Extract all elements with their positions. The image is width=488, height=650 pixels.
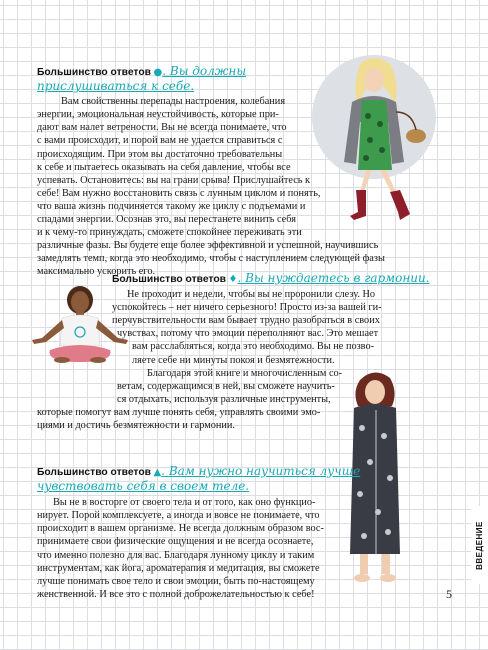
section-subtitle-line2: прислушиваться к себе. bbox=[37, 79, 195, 94]
section-heading: Большинство ответов bbox=[37, 467, 151, 478]
section-dots-header bbox=[37, 65, 385, 79]
section-subtitle: . Вы нуждаетесь в гармонии. bbox=[237, 271, 430, 285]
chapter-side-tab bbox=[471, 506, 488, 584]
section-triangle bbox=[37, 465, 360, 601]
section-dots-body: Вам свойственны перепады настроения, колебания энергии, эмоциональная неустойчивость, которые при- дают вам налет ветрености. Вы не всегда понимаете, что с вами происходит, и порой вам не удается справиться с происходящим. При этом вы достаточно требовательны к себе и пытаетесь оказывать на себя давление, чтобы все успевать. Остановитесь: вы на грани срыва! Прислушайтесь к себе! Вам нужно восстановить связь с лунным циклом и понять, что ваша жизнь подчиняется такому же циклу с подъемами и спадами энергии. Осознав это, вы перестанете винить себя и к чему-то принуждать, сможете спокойнее переживать эти различные фазы. Вы будете еще более эффективной и успешной, научившись замедлять темп, когда это необходимо, чтобы с наступлением следующей фазы максимально ускорить его. bbox=[37, 96, 385, 278]
circle-symbol: ● bbox=[153, 67, 163, 78]
triangle-symbol: ▲ bbox=[153, 467, 162, 478]
section-heading: Большинство ответов bbox=[37, 67, 151, 78]
section-triangle-body: Вы не в восторге от своего тела и от того, как оно функцио- нирует. Порой комплексуете, а иногда и вовсе не понимаете, что происходит в вашем организме. Не всегда должным образом вос- принимаете свои физические ощущения и не всегда осознаете, что именно полезно для вас. Благодаря лунному циклу и таким инструментам, как йога, ароматерапия и медитация, вы сможете лучше понимать свое тело и свои эмоции, быть по-настоящему женственной. И все это с полной доброжелательностью к себе! bbox=[37, 497, 324, 600]
section-subtitle: . Вы должны bbox=[162, 64, 247, 78]
page-number: 5 bbox=[446, 587, 452, 601]
section-subtitle-line2: чувствовать себя в своем теле. bbox=[37, 479, 250, 494]
section-subtitle: . Вам нужно научиться лучше bbox=[161, 464, 361, 478]
section-dots bbox=[37, 65, 385, 279]
diamond-symbol: ♦ bbox=[228, 274, 238, 285]
chapter-label: ВВЕДЕНИЕ bbox=[475, 520, 485, 570]
section-diamond-body: Не проходит и недели, чтобы вы не проронили слезу. Но успокойтесь – нет ничего серьезного! Просто из-за вашей ги- перчувствительности вам бывает трудно разобраться в своих чувствах, потому что эмоции переполняют вас. Это мешает вам расслабляться, когда это необходимо. Вы не позво- ляете себе ни минуты покоя и безмятежности. Благодаря этой книге и многочисленным со- ветам, содержащимся в ней, вы сможете научить- ся отдыхать, используя различные инструменты, которые помогут вам лучше понять себя, управлять своими эмо- циями и достичь безмятежности и гармонии. bbox=[37, 289, 382, 432]
section-diamond bbox=[37, 272, 430, 432]
section-heading: Большинство ответов bbox=[112, 274, 226, 285]
